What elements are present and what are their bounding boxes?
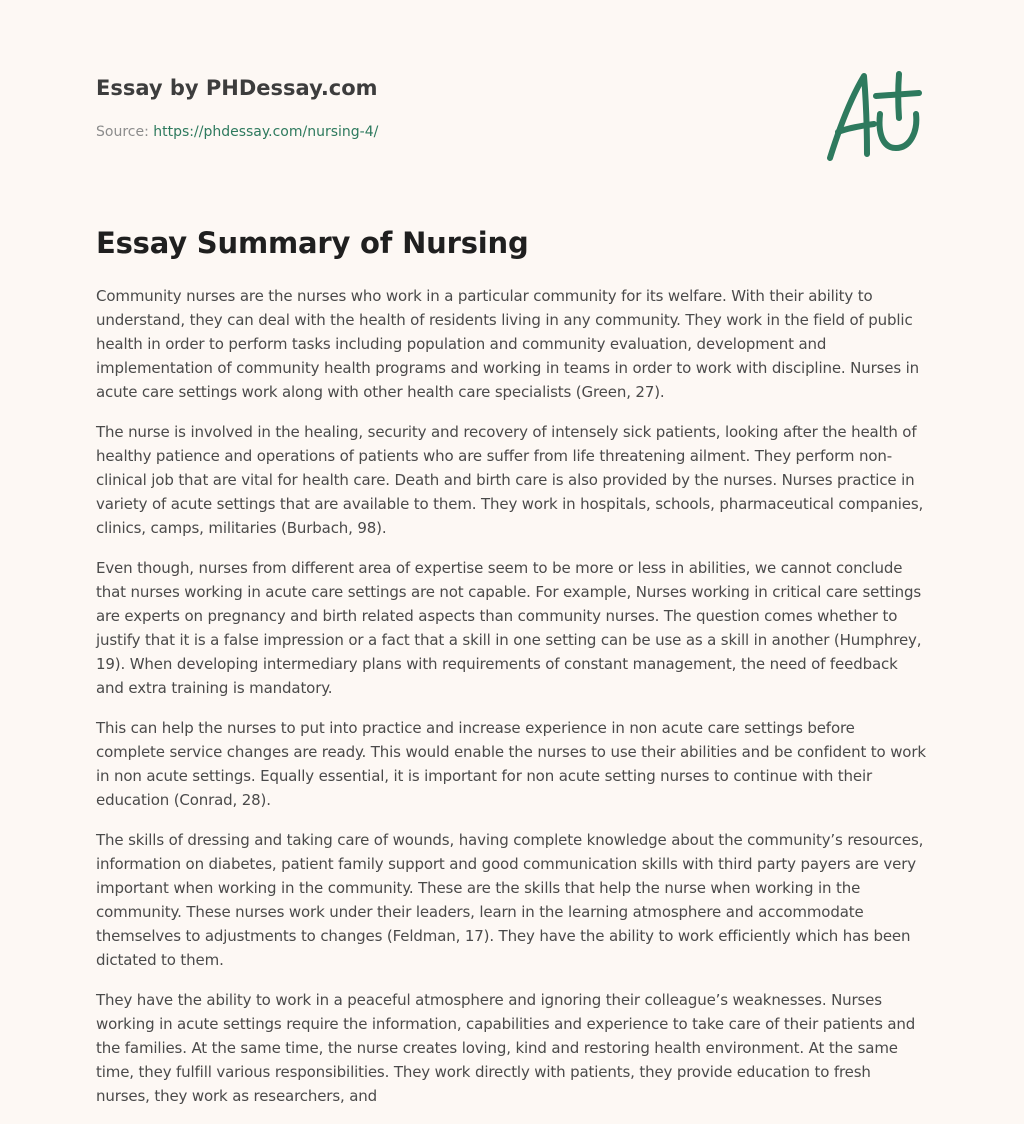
essay-title: Essay Summary of Nursing	[96, 226, 529, 260]
essay-paragraph: Even though, nurses from different area of expertise seem to be more or less in abilities, we cannot conclude that nurses working in acute care settings are not capable. For example, Nurses working in critical care settings are experts on pregnancy and birth related aspects than community nurses. The question comes whether to justify that it is a false impression or a fact that a skill in one setting can be use as a skill in another (Humphrey, 19). When developing intermediary plans with requirements of constant management, the need of feedback and extra training is mandatory.	[96, 559, 922, 697]
essay-paragraph: This can help the nurses to put into practice and increase experience in non acute care settings before complete service changes are ready. This would enable the nurses to use their abilities and be confident to work in non acute settings. Equally essential, it is important for non acute setting nurses to continue with their education (Conrad, 28).	[96, 719, 926, 809]
essay-paragraph: The nurse is involved in the healing, security and recovery of intensely sick patients, looking after the health of healthy patience and operations of patients who are suffer from life threatening ailment. They perform non-clinical job that are vital for health care. Death and birth care is also provided by the nurses. Nurses practice in variety of acute settings that are available to them. They work in hospitals, schools, pharmaceutical companies, clinics, camps, militaries (Burbach, 98).	[96, 423, 924, 537]
essay-paragraph: The skills of dressing and taking care of wounds, having complete knowledge about the community’s resources, information on diabetes, patient family support and good communication skills with third party payers are very important when working in the community. These are the skills that help the nurse when working in the community. These nurses work under their leaders, learn in the learning atmosphere and accommodate themselves to adjustments to changes (Feldman, 17). They have the ability to work efficiently which has been dictated to them.	[96, 831, 924, 969]
source-line	[96, 124, 378, 140]
source-link[interactable]: https://phdessay.com/nursing-4/	[153, 124, 379, 140]
source-label: Source:	[96, 124, 149, 140]
essay-body	[96, 284, 928, 1124]
essay-paragraph: They have the ability to work in a peaceful atmosphere and ignoring their colleague’s weaknesses. Nurses working in acute settings require the information, capabilities and experience to take care of their patients and the families. At the same time, the nurse creates loving, kind and restoring health environment. At the same time, they fulfill various responsibilities. They work directly with patients, they provide education to fresh nurses, they work as researchers, and	[96, 991, 916, 1105]
brand-title: Essay by PHDessay.com	[96, 76, 378, 100]
a-plus-grade-icon	[824, 66, 928, 166]
essay-paragraph: Community nurses are the nurses who work in a particular community for its welfare. With their ability to understand, they can deal with the health of residents living in any community. They work in the field of public health in order to perform tasks including population and community evaluation, development and implementation of community health programs and working in teams in order to work with discipline. Nurses in acute care settings work along with other health care specialists (Green, 27).	[96, 287, 919, 401]
